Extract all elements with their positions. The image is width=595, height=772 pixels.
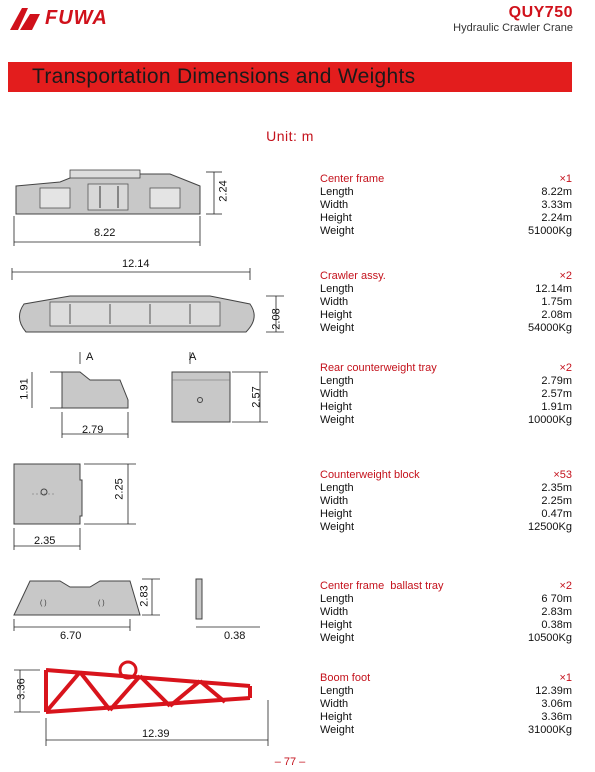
- spec-value: 3.06m: [541, 698, 572, 710]
- spec-value: 6 70m: [541, 593, 572, 605]
- crawler-length-dim: 12.14: [122, 258, 150, 270]
- spec-label: Width: [320, 388, 349, 400]
- boom-foot-height-dim: 3.36: [15, 678, 28, 700]
- section-banner: [8, 62, 572, 92]
- spec-label: Weight: [320, 724, 355, 736]
- svg-text:( ): ( ): [98, 600, 105, 607]
- rear-tray-length-dim: 2.79: [82, 424, 104, 436]
- spec-name: Counterweight block: [320, 469, 420, 481]
- unit-label: Unit: m: [266, 128, 314, 144]
- spec-qty: ×1: [559, 672, 572, 684]
- rear-tray-height-dim: 1.91: [18, 378, 31, 400]
- spec-label: Width: [320, 495, 349, 507]
- spec-label: Length: [320, 482, 354, 494]
- spec-value: 2.25m: [541, 495, 572, 507]
- crawler-drawing: [10, 262, 300, 342]
- spec-value: 2.08m: [541, 309, 572, 321]
- spec-label: Length: [320, 593, 354, 605]
- boom-foot-length-dim: 12.39: [142, 728, 170, 740]
- spec-label: Weight: [320, 632, 355, 644]
- spec-value: 0.38m: [541, 619, 572, 631]
- spec-label: Weight: [320, 521, 355, 533]
- spec-rear-counterweight-tray: [320, 362, 572, 427]
- spec-label: Width: [320, 606, 349, 618]
- spec-value: 3.33m: [541, 199, 572, 211]
- svg-text:( ): ( ): [40, 600, 47, 607]
- spec-value: 10500Kg: [527, 632, 572, 644]
- fuwa-logo: [8, 4, 118, 34]
- center-frame-height-dim: 2.24: [217, 180, 230, 202]
- spec-value: 2.35m: [541, 482, 572, 494]
- spec-name: Crawler assy.: [320, 270, 386, 282]
- ballast-tray-length-dim: 6.70: [60, 630, 82, 642]
- spec-center-frame: [320, 173, 572, 238]
- spec-crawler: [320, 270, 572, 335]
- spec-value: 1.75m: [541, 296, 572, 308]
- spec-value: 31000Kg: [527, 724, 572, 736]
- spec-value: 8.22m: [541, 186, 572, 198]
- spec-label: Height: [320, 401, 352, 413]
- fuwa-logo-mark: [8, 6, 42, 32]
- model-name: QUY750: [508, 4, 573, 21]
- spec-qty: ×2: [559, 362, 572, 374]
- spec-label: Width: [320, 698, 349, 710]
- page-title: Transportation Dimensions and Weights: [32, 65, 416, 88]
- spec-ballast-tray: [320, 580, 572, 645]
- spec-label: Width: [320, 296, 349, 308]
- spec-value: 12.39m: [535, 685, 572, 697]
- spec-label: Height: [320, 212, 352, 224]
- spec-qty: ×1: [559, 173, 572, 185]
- ballast-tray-width-dim: 2.83: [138, 585, 151, 607]
- spec-counterweight-block: [320, 469, 572, 534]
- counterweight-block-length-dim: 2.35: [34, 535, 56, 547]
- spec-name: Boom foot: [320, 672, 371, 684]
- view-a-label-left: A: [86, 351, 94, 363]
- spec-label: Height: [320, 508, 352, 520]
- spec-name: Center frame: [320, 173, 385, 185]
- crawler-height-dim: 2.08: [270, 308, 283, 330]
- spec-value: 2.24m: [541, 212, 572, 224]
- spec-qty: ×2: [559, 580, 572, 592]
- spec-label: Height: [320, 711, 352, 723]
- center-frame-length-dim: 8.22: [94, 227, 116, 239]
- spec-value: 51000Kg: [527, 225, 572, 237]
- ballast-tray-height-dim: 0.38: [224, 630, 246, 642]
- spec-qty: ×53: [553, 469, 572, 481]
- counterweight-block-drawing: [10, 460, 160, 550]
- spec-value: 10000Kg: [527, 414, 572, 426]
- spec-label: Width: [320, 199, 349, 211]
- spec-label: Weight: [320, 414, 355, 426]
- spec-value: 1.91m: [541, 401, 572, 413]
- spec-name: Center frame ballast tray: [320, 580, 444, 592]
- spec-boom-foot: [320, 672, 572, 737]
- spec-label: Weight: [320, 225, 355, 237]
- spec-label: Length: [320, 685, 354, 697]
- spec-value: 2.57m: [541, 388, 572, 400]
- spec-name: Rear counterweight tray: [320, 362, 437, 374]
- spec-label: Weight: [320, 322, 355, 334]
- spec-value: 2.83m: [541, 606, 572, 618]
- center-frame-drawing: [10, 168, 240, 248]
- spec-label: Height: [320, 309, 352, 321]
- page-number: – 77 –: [274, 756, 306, 768]
- spec-label: Length: [320, 375, 354, 387]
- spec-value: 12.14m: [535, 283, 572, 295]
- spec-value: 2.79m: [541, 375, 572, 387]
- view-a-label-right: A: [189, 351, 197, 363]
- spec-label: Height: [320, 619, 352, 631]
- model-subtitle: Hydraulic Crawler Crane: [453, 22, 573, 34]
- spec-value: 0.47m: [541, 508, 572, 520]
- spec-label: Length: [320, 186, 354, 198]
- spec-value: 54000Kg: [527, 322, 572, 334]
- spec-value: 12500Kg: [527, 521, 572, 533]
- rear-tray-width-dim: 2.57: [250, 386, 263, 408]
- rear-counterweight-tray-drawing: [10, 350, 280, 450]
- spec-qty: ×2: [559, 270, 572, 282]
- counterweight-block-width-dim: 2.25: [113, 478, 126, 500]
- brand-name: FUWA: [45, 7, 108, 29]
- spec-value: 3.36m: [541, 711, 572, 723]
- spec-label: Length: [320, 283, 354, 295]
